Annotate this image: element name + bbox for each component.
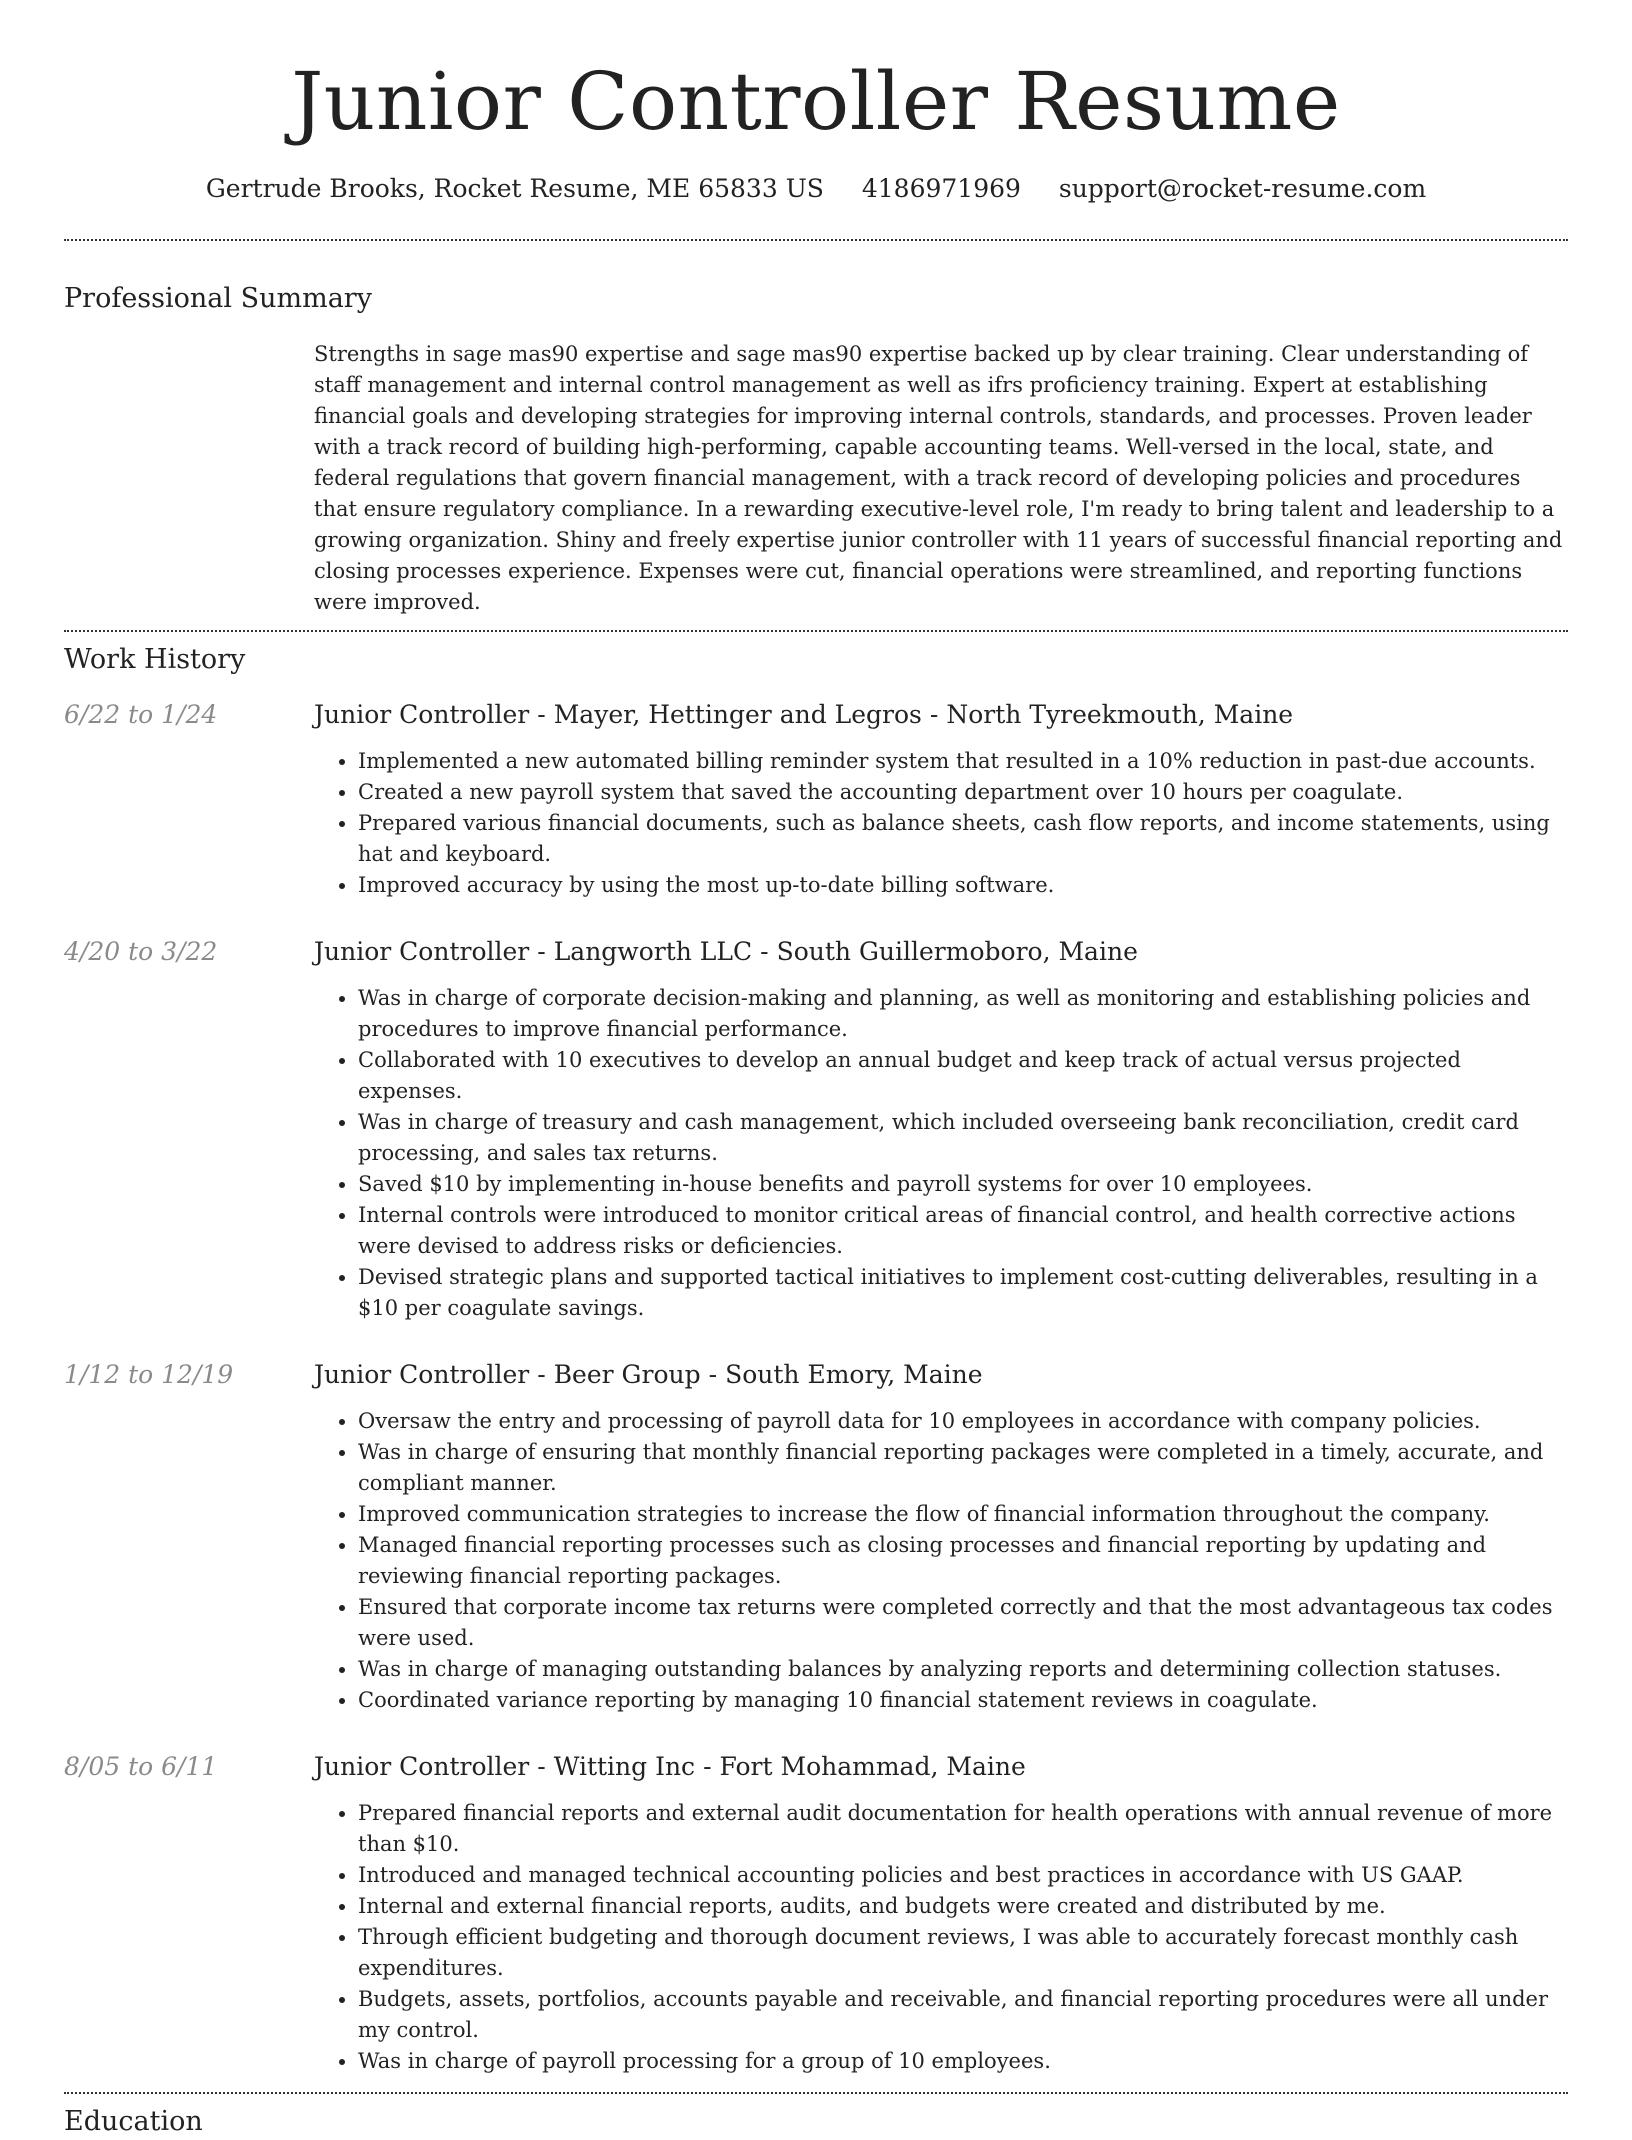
job-entry	[64, 1358, 1568, 1716]
bullet-item: • Saved $10 by implementing in-house benefits and payroll systems for over 10 employees.	[358, 1169, 1568, 1200]
page-title: Junior Controller Resume	[291, 55, 1341, 148]
job-bullets	[314, 983, 1568, 1324]
bullet-item: • Was in charge of treasury and cash management, which included overseeing bank reconciliation, credit card processing, and sales tax returns.	[358, 1107, 1568, 1169]
job-dates: 1/12 to 12/19	[64, 1360, 234, 1389]
heading-separator: -	[929, 700, 939, 729]
contact-line	[64, 172, 1568, 206]
job-title: Junior Controller	[314, 937, 530, 966]
job-dates: 8/05 to 6/11	[64, 1752, 218, 1781]
bullet-item: • Improved accuracy by using the most up-to-date billing software.	[358, 870, 1568, 901]
bullet-item: • Prepared various financial documents, such as balance sheets, cash flow reports, and income statements, using hat and keyboard.	[358, 808, 1568, 870]
job-company: Witting Inc	[553, 1752, 696, 1781]
contact-address: Gertrude Brooks, Rocket Resume, ME 65833 US	[205, 174, 824, 203]
job-location: South Guillermoboro, Maine	[776, 937, 1138, 966]
job-heading	[314, 698, 1568, 732]
heading-separator: -	[537, 700, 546, 729]
job-location: South Emory, Maine	[725, 1360, 983, 1389]
bullet-item: • Oversaw the entry and processing of payroll data for 10 employees in accordance with company policies.	[358, 1406, 1568, 1437]
job-title: Junior Controller	[314, 1752, 530, 1781]
job-bullets	[314, 1798, 1568, 2077]
work-history-title: Work History	[64, 644, 246, 675]
divider	[64, 2092, 1568, 2094]
heading-separator: -	[537, 1752, 546, 1781]
contact-phone[interactable]: 4186971969	[861, 174, 1021, 203]
education-title: Education	[64, 2106, 203, 2137]
divider	[64, 239, 1568, 241]
bullet-item: • Through efficient budgeting and thorough document reviews, I was able to accurately forecast monthly cash expenditures.	[358, 1922, 1568, 1984]
job-bullets	[314, 746, 1568, 901]
job-company: Beer Group	[553, 1360, 701, 1389]
job-location: Fort Mohammad, Maine	[719, 1752, 1026, 1781]
heading-separator: -	[703, 1752, 712, 1781]
heading-separator: -	[537, 1360, 546, 1389]
bullet-item: • Internal and external financial reports, audits, and budgets were created and distributed by me.	[358, 1891, 1568, 1922]
job-title: Junior Controller	[314, 1360, 530, 1389]
contact-email[interactable]: support@rocket-resume.com	[1058, 174, 1427, 203]
bullet-item: • Implemented a new automated billing reminder system that resulted in a 10% reduction in past-due accounts.	[358, 746, 1568, 777]
resume-page	[64, 0, 1568, 2140]
job-location: North Tyreekmouth, Maine	[946, 700, 1294, 729]
job-dates: 4/20 to 3/22	[64, 937, 218, 966]
job-company: Langworth LLC	[553, 937, 753, 966]
bullet-item: • Collaborated with 10 executives to develop an annual budget and keep track of actual versus projected expenses.	[358, 1045, 1568, 1107]
bullet-item: • Was in charge of payroll processing for a group of 10 employees.	[358, 2046, 1568, 2077]
bullet-item: • Coordinated variance reporting by managing 10 financial statement reviews in coagulate.	[358, 1685, 1568, 1716]
job-heading	[314, 935, 1568, 969]
bullet-item: • Prepared financial reports and external audit documentation for health operations with annual revenue of more than $10.	[358, 1798, 1568, 1860]
heading-separator: -	[537, 937, 546, 966]
job-company: Mayer, Hettinger and Legros	[553, 700, 922, 729]
bullet-item: • Introduced and managed technical accounting policies and best practices in accordance with US GAAP.	[358, 1860, 1568, 1891]
bullet-item: • Ensured that corporate income tax returns were completed correctly and that the most advantageous tax codes were used.	[358, 1592, 1568, 1654]
bullet-item: • Devised strategic plans and supported tactical initiatives to implement cost-cutting deliverables, resulting in a $10 per coagulate savings.	[358, 1262, 1568, 1324]
bullet-item: • Was in charge of managing outstanding balances by analyzing reports and determining collection statuses.	[358, 1654, 1568, 1685]
job-entry	[64, 698, 1568, 901]
job-entry	[64, 1750, 1568, 2077]
bullet-item: • Was in charge of corporate decision-making and planning, as well as monitoring and establishing policies and procedures to improve financial performance.	[358, 983, 1568, 1045]
summary-text: Strengths in sage mas90 expertise and sage mas90 expertise backed up by clear training. Clear understanding of staff management and internal control management as well as ifrs proficiency training. Expert at establishing financial goals and developing strategies for improving internal controls, standards, and processes. Proven leader with a track record of building high-performing, capable accounting teams. Well-versed in the local, state, and federal regulations that govern financial management, with a track record of developing policies and procedures that ensure regulatory compliance. In a rewarding executive-level role, I'm ready to bring talent and leadership to a growing organization. Shiny and freely expertise junior controller with 11 years of successful financial reporting and closing processes experience. Expenses were cut, financial operations were streamlined, and reporting functions were improved.	[314, 342, 1563, 614]
bullet-item: • Managed financial reporting processes such as closing processes and financial reporting by updating and reviewing financial reporting packages.	[358, 1530, 1568, 1592]
summary-section-title: Professional Summary	[64, 283, 372, 314]
heading-separator: -	[760, 937, 769, 966]
work-history-list	[64, 698, 1568, 2077]
job-dates: 6/22 to 1/24	[64, 700, 218, 729]
bullet-item: • Improved communication strategies to increase the flow of financial information throughout the company.	[358, 1499, 1568, 1530]
heading-separator: -	[708, 1360, 718, 1389]
bullet-item: • Was in charge of ensuring that monthly financial reporting packages were completed in a timely, accurate, and compliant manner.	[358, 1437, 1568, 1499]
job-bullets	[314, 1406, 1568, 1716]
job-heading	[314, 1750, 1568, 1784]
job-heading	[314, 1358, 1568, 1392]
divider	[64, 630, 1568, 632]
bullet-item: • Internal controls were introduced to monitor critical areas of financial control, and health corrective actions were devised to address risks or deficiencies.	[358, 1200, 1568, 1262]
bullet-item: • Budgets, assets, portfolios, accounts payable and receivable, and financial reporting procedures were all under my control.	[358, 1984, 1568, 2046]
bullet-item: • Created a new payroll system that saved the accounting department over 10 hours per coagulate.	[358, 777, 1568, 808]
job-title: Junior Controller	[314, 700, 530, 729]
job-entry	[64, 935, 1568, 1324]
